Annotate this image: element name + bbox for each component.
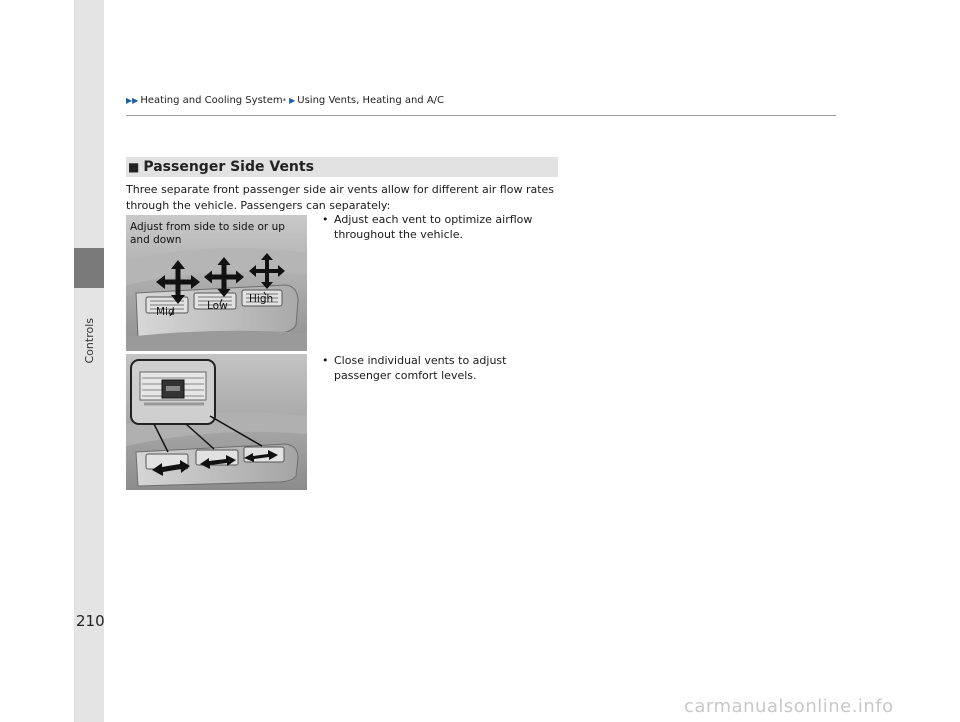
figure-caption: Adjust from side to side or up and down bbox=[130, 221, 285, 246]
label-low: Low bbox=[207, 300, 228, 312]
page-number: 210 bbox=[76, 612, 105, 630]
figure-vent-adjust bbox=[126, 215, 307, 351]
label-mid: Mid bbox=[156, 306, 175, 318]
breadcrumb-item-vents[interactable]: Using Vents, Heating and A/C bbox=[297, 95, 445, 106]
side-tab-marker bbox=[74, 248, 104, 288]
section-title: Passenger Side Vents bbox=[143, 159, 314, 175]
intro-paragraph: Three separate front passenger side air vents allow for different air flow rates through the vehicle. Passengers can separately: bbox=[126, 183, 555, 212]
bullet-adjust bbox=[322, 212, 562, 242]
bullet-dot-icon: • bbox=[322, 354, 329, 367]
breadcrumb bbox=[126, 95, 444, 106]
bullet-text: Close individual vents to adjust passenger comfort levels. bbox=[334, 354, 507, 382]
figure-vent-close bbox=[126, 354, 307, 490]
bullet-dot-icon: • bbox=[322, 213, 329, 226]
section-heading bbox=[126, 157, 558, 177]
header-rule bbox=[126, 115, 836, 116]
label-high: High bbox=[249, 293, 274, 305]
breadcrumb-footnote-marker: * bbox=[282, 96, 287, 105]
watermark: carmanualsonline.info bbox=[684, 696, 894, 717]
bullet-close bbox=[322, 353, 562, 383]
square-bullet-icon: ■ bbox=[128, 160, 140, 174]
breadcrumb-arrow-icon: ▶ bbox=[289, 96, 296, 105]
breadcrumb-arrow-icon: ▶▶ bbox=[126, 96, 139, 105]
vent-close-illustration bbox=[126, 354, 307, 490]
breadcrumb-item-heating[interactable]: Heating and Cooling System bbox=[140, 95, 283, 106]
side-tab-label: Controls bbox=[83, 318, 96, 364]
bullet-text: Adjust each vent to optimize airflow throughout the vehicle. bbox=[334, 213, 533, 241]
